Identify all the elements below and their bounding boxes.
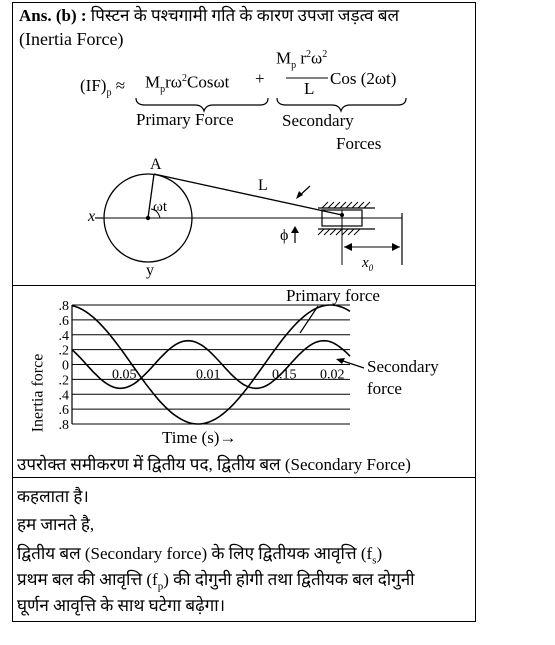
label-y: y	[146, 262, 154, 279]
y-tick-label: .6	[58, 313, 69, 329]
equation-term1: $M_pr\omega^2Cos\omega t$	[145, 72, 230, 96]
y-tick-label: 0	[62, 358, 69, 374]
y-tick-label: .6	[58, 403, 69, 419]
body-p3-line3: घूर्णन आवृत्ति के साथ घटेगा बढ़ेगा।	[17, 596, 226, 615]
answer-line-2: (Inertia Force)	[19, 29, 124, 49]
primary-force-label: Primary Force	[136, 110, 234, 129]
chart-legend-secondary-2: force	[367, 379, 402, 398]
label-x: x	[88, 208, 96, 225]
time-annotation: 0.02	[320, 367, 345, 383]
equation-term2-numerator: $M_p$ $r^2\omega^2$	[276, 48, 328, 72]
time-annotation: 0.05	[112, 367, 137, 383]
body-p3-line1: द्वितीय बल (Secondary force) के लिए द्वितीयक आवृत्ति $(f_s)$	[17, 544, 383, 567]
chart-ylabel: Inertia force	[29, 353, 47, 433]
chart-legend-secondary-1: Secondary	[367, 357, 439, 376]
body-p1-line2: कहलाता है।	[17, 487, 89, 506]
label-L: L	[258, 177, 268, 194]
equation-plus: +	[255, 69, 265, 88]
y-tick-label: .2	[58, 373, 69, 389]
body-p1-line1: उपरोक्त समीकरण में द्वितीय पद, द्वितीय बल (Secondary Force)	[17, 455, 411, 474]
label-omega-t: ωt	[153, 199, 168, 215]
equation-lhs: $(IF)_p$ ≈	[80, 76, 126, 99]
chart-xlabel: Time (s)→	[162, 428, 237, 447]
y-tick-label: .8	[58, 299, 69, 314]
y-tick-label: .4	[58, 388, 69, 404]
y-tick-label: .8	[58, 418, 69, 433]
label-phi: ϕ	[280, 227, 289, 244]
time-annotation: 0.01	[196, 367, 221, 383]
body-p3-line2: प्रथम बल की आवृत्ति $(f_p)$ की दोगुनी होगी तथा द्वितीयक बल दोगुनी	[17, 570, 415, 593]
y-tick-label: .4	[58, 328, 69, 344]
time-annotation: 0.15	[272, 367, 297, 383]
answer-line1-text: पिस्टन के पश्चगामी गति के कारण उपजा जड़त्व बल	[90, 6, 400, 25]
body-p2: हम जानते है,	[17, 515, 95, 534]
equation-term2-denominator: L	[304, 79, 315, 98]
chart-legend-primary: Primary force	[286, 286, 380, 305]
secondary-label-1: Secondary	[282, 111, 354, 130]
label-A: A	[150, 156, 162, 173]
answer-prefix: Ans. (b) :	[19, 6, 87, 25]
y-tick-label: .2	[58, 343, 69, 359]
equation-term2-tail: Cos (2ωt)	[330, 69, 397, 88]
label-x0: $x_0$	[362, 255, 374, 273]
secondary-label-2: Forces	[336, 134, 382, 153]
